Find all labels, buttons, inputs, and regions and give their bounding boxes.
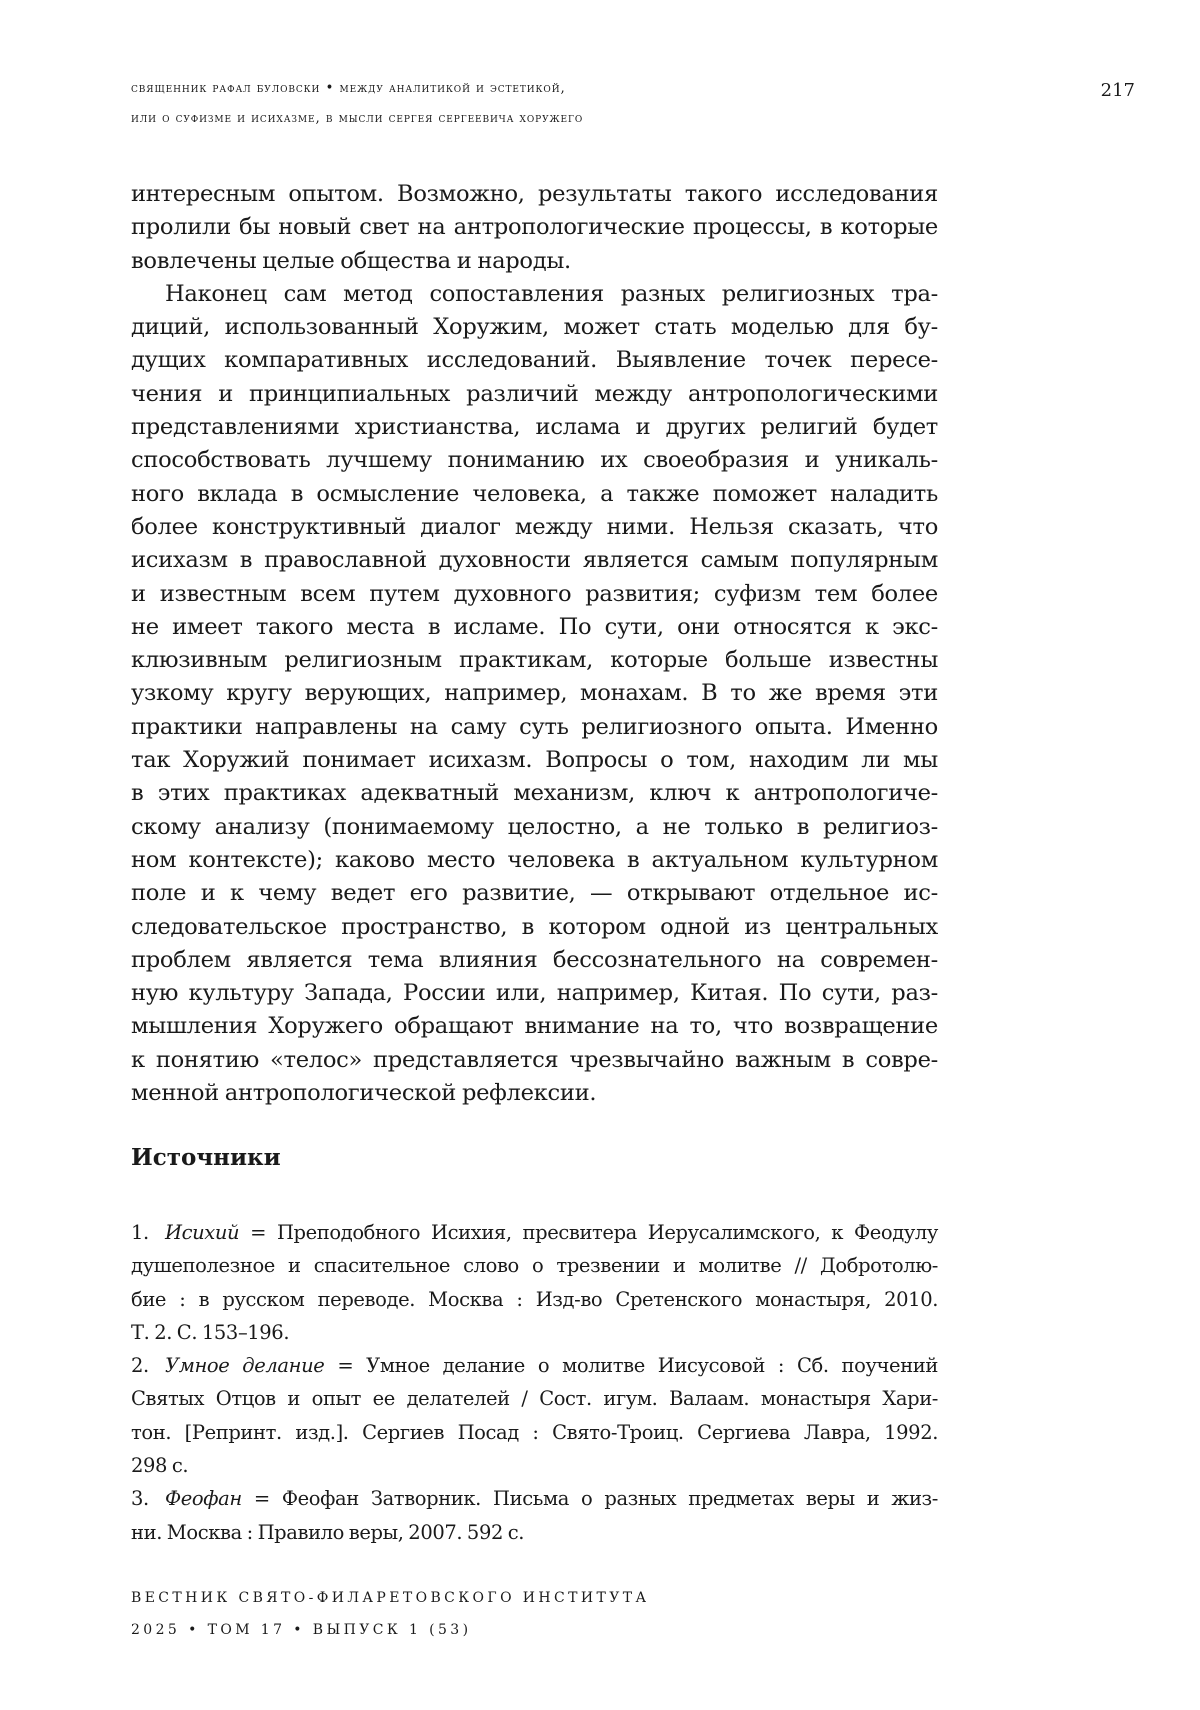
body-line: не имеет такого места в исламе. По сути, они относятся к экс- xyxy=(131,613,938,640)
body-line: менной антропологической рефлексии. xyxy=(131,1080,597,1107)
reference-key: Исихий xyxy=(165,1221,240,1244)
page-number: 217 xyxy=(1100,80,1135,101)
body-line: исихазм в православной духовности является самым популярным xyxy=(131,547,938,574)
body-line: вовлечены целые общества и народы. xyxy=(131,247,571,274)
reference-number: 2. xyxy=(131,1354,149,1378)
reference-key: Умное делание xyxy=(165,1354,325,1378)
reference-text: = Феофан Затворник. Письма о разных предметах веры и жиз- xyxy=(253,1487,938,1511)
body-line: Наконец сам метод сопоставления разных религиозных тра- xyxy=(165,280,938,307)
body-line: пролили бы новый свет на антропологические процессы, в которые xyxy=(131,214,938,241)
reference-list xyxy=(131,1216,938,1549)
body-text xyxy=(131,178,938,1110)
sources-heading: Источники xyxy=(131,1144,281,1171)
body-line: узкому кругу верующих, например, монахам. В то же время эти xyxy=(131,680,938,707)
reference-line: ни. Москва : Правило веры, 2007. 592 с. xyxy=(131,1520,525,1544)
body-line: представлениями христианства, ислама и других религий будет xyxy=(131,414,938,441)
journal-footer-issue: 2025 • ТОМ 17 • ВЫПУСК 1 (53) xyxy=(131,1622,472,1638)
running-header-line-1: священник рафал буловски • между аналитикой и эстетикой, xyxy=(131,80,566,96)
body-line: к понятию «телос» представляется чрезвычайно важным в совре- xyxy=(131,1046,938,1073)
body-line: следовательское пространство, в котором одной из центральных xyxy=(131,913,938,940)
reference-line: бие : в русском переводе. Москва : Изд-во Сретенского монастыря, 2010. xyxy=(131,1287,938,1311)
body-line: проблем является тема влияния бессознательного на современ- xyxy=(131,946,938,973)
body-line: скому анализу (понимаемому целостно, а не только в религиоз- xyxy=(131,813,938,840)
reference-text: = Умное делание о молитве Иисусовой : Сб. поучений xyxy=(337,1354,938,1378)
reference-line xyxy=(131,1482,938,1515)
reference-text: = Преподобного Исихия, пресвитера Иерусалимского, к Феодулу xyxy=(250,1221,938,1244)
body-line: практики направлены на саму суть религиозного опыта. Именно xyxy=(131,713,938,740)
body-line: так Хоружий понимает исихазм. Вопросы о том, находим ли мы xyxy=(131,747,938,774)
reference-line: Т. 2. С. 153–196. xyxy=(131,1320,290,1344)
body-line: интересным опытом. Возможно, результаты такого исследования xyxy=(131,181,938,207)
journal-footer-title: ВЕСТНИК СВЯТО-ФИЛАРЕТОВСКОГО ИНСТИТУТА xyxy=(131,1590,650,1606)
body-line: мышления Хоружего обращают внимание на то, что возвращение xyxy=(131,1013,938,1040)
body-line: и известным всем путем духовного развития; суфизм тем более xyxy=(131,580,938,607)
reference-line xyxy=(131,1349,938,1382)
body-line: способствовать лучшему пониманию их своеобразия и уникаль- xyxy=(131,447,938,474)
body-line: ную культуру Запада, России или, например, Китая. По сути, раз- xyxy=(131,980,938,1007)
body-line: дущих компаративных исследований. Выявление точек пересе- xyxy=(131,347,938,374)
reference-line: тон. [Репринт. изд.]. Сергиев Посад : Свято-Троиц. Сергиева Лавра, 1992. xyxy=(131,1420,938,1444)
body-line: в этих практиках адекватный механизм, ключ к антропологиче- xyxy=(131,780,938,807)
body-line: чения и принципиальных различий между антропологическими xyxy=(131,380,938,407)
body-line: поле и к чему ведет его развитие, — открывают отдельное ис- xyxy=(131,880,938,907)
body-line: диций, использованный Хоружим, может стать моделью для бу- xyxy=(131,314,938,341)
reference-line: душеполезное и спасительное слово о трезвении и молитве // Добротолю- xyxy=(131,1254,938,1278)
reference-line: 298 с. xyxy=(131,1454,189,1478)
body-line: ном контексте); каково место человека в актуальном культурном xyxy=(131,846,938,873)
body-line: ного вклада в осмысление человека, а также поможет наладить xyxy=(131,480,938,507)
running-header-line-2: или о суфизме и исихазме, в мысли сергея сергеевича хоружего xyxy=(131,110,584,126)
reference-key: Феофан xyxy=(165,1487,242,1511)
reference-line: Святых Отцов и опыт ее делателей / Сост. игум. Валаам. монастыря Хари- xyxy=(131,1387,938,1411)
reference-line xyxy=(131,1216,938,1249)
body-line: более конструктивный диалог между ними. Нельзя сказать, что xyxy=(131,513,938,540)
reference-number: 3. xyxy=(131,1487,149,1511)
body-line: клюзивным религиозным практикам, которые больше известны xyxy=(131,647,938,674)
reference-number: 1. xyxy=(131,1221,149,1244)
